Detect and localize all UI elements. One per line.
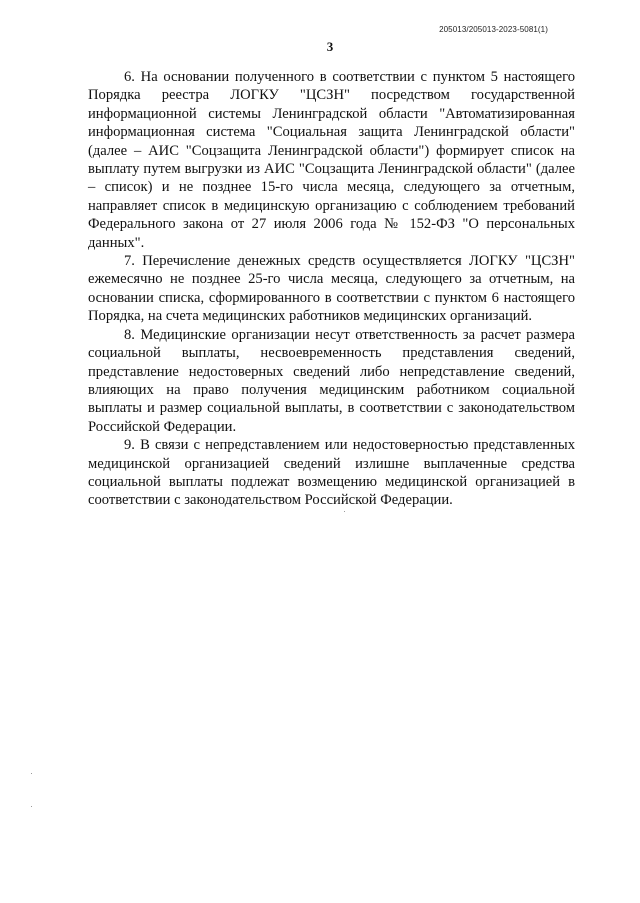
scan-speck <box>31 773 32 774</box>
scan-speck <box>31 806 32 807</box>
scan-speck <box>344 511 345 512</box>
document-id: 205013/205013-2023-5081(1) <box>439 25 548 34</box>
paragraph-7: 7. Перечисление денежных средств осуществляется ЛОГКУ "ЦСЗН" ежемесячно не позднее 25-го числа месяца, следующего за отчетным, на основании списка, сформированного в соответствии с пунктом 6 настоящего Порядка, на счета медицинских работников медицинских организаций. <box>88 253 575 325</box>
paragraph-6: 6. На основании полученного в соответствии с пунктом 5 настоящего Порядка реестра ЛОГКУ "ЦСЗН" посредством государственной информационной системы Ленинградской области "Автоматизированная информационная система "Социальная защита Ленинградской области" (далее – АИС "Соцзащита Ленинградской области") формирует список на выплату путем выгрузки из АИС "Соцзащита Ленинградской области" (далее – список) и не позднее 15-го числа месяца, следующего за отчетным, направляет список в медицинскую организацию с соблюдением требований Федерального закона от 27 июля 2006 года № 152-ФЗ "О персональных данных". <box>88 69 575 251</box>
document-body <box>88 68 575 510</box>
page-number: 3 <box>326 39 334 54</box>
paragraph-8: 8. Медицинские организации несут ответственность за расчет размера социальной выплаты, несвоевременность представления сведений, представление недостоверных сведений либо непредставление сведений, влияющих на право получения медицинским работником социальной выплаты и размер социальной выплаты, в соответствии с законодательством Российской Федерации. <box>88 326 575 435</box>
paragraph-9: 9. В связи с непредставлением или недостоверностью представленных медицинской организацией сведений излишне выплаченные средства социальной выплаты подлежат возмещению медицинской организацией в соответствии с законодательством Российской Федерации. <box>88 437 575 509</box>
